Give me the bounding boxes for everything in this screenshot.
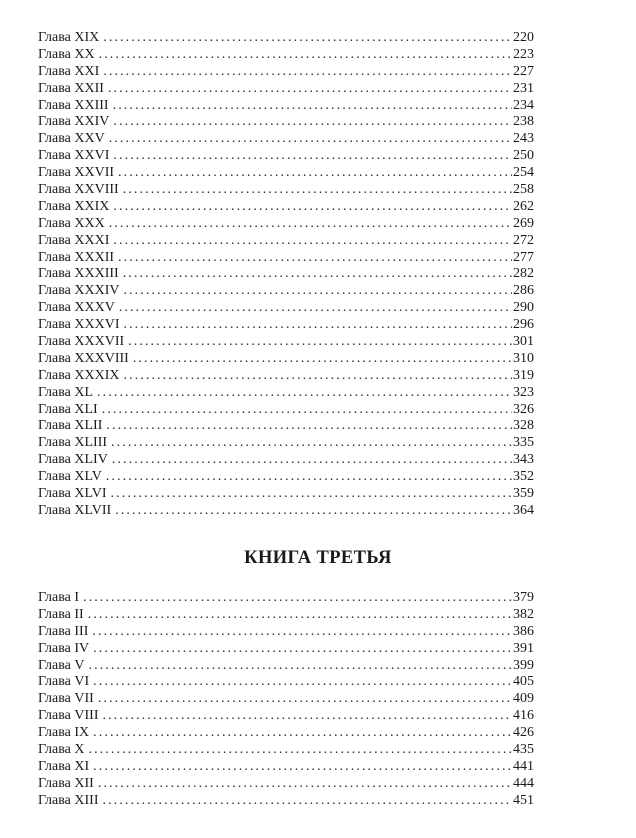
dot-leader [102, 402, 512, 419]
dot-leader [98, 691, 512, 708]
chapter-label: Глава VIII [38, 708, 99, 724]
page-number: 352 [513, 469, 534, 485]
chapter-label: Глава XXXI [38, 232, 110, 248]
dot-leader [89, 658, 513, 675]
dot-leader [113, 148, 512, 165]
page-number: 296 [513, 317, 534, 333]
dot-leader [113, 114, 512, 131]
dot-leader [113, 199, 512, 216]
chapter-label: Глава XL [38, 384, 94, 400]
page-number: 250 [513, 148, 534, 164]
page-number: 258 [513, 182, 534, 198]
chapter-label: Глава III [38, 623, 89, 639]
dot-leader [106, 418, 512, 435]
page-number: 220 [513, 30, 534, 45]
page-number: 364 [513, 502, 534, 518]
dot-leader [89, 742, 513, 759]
chapter-label: Глава XXXV [38, 300, 115, 316]
page-number: 343 [513, 452, 534, 468]
toc-entry[interactable] [38, 368, 534, 385]
toc-section-book-three [38, 590, 534, 810]
page-number: 301 [513, 334, 534, 350]
page-number: 391 [513, 640, 534, 656]
toc-entry[interactable] [38, 114, 534, 131]
toc-entry[interactable] [38, 624, 534, 641]
chapter-label: Глава XXIX [38, 198, 110, 214]
toc-entry[interactable] [38, 607, 534, 624]
toc-entry[interactable] [38, 658, 534, 675]
dot-leader [92, 624, 512, 641]
page-number: 399 [513, 657, 534, 673]
chapter-label: Глава XLVI [38, 486, 107, 502]
toc-entry[interactable] [38, 590, 534, 607]
toc-entry[interactable] [38, 266, 534, 283]
toc-entry[interactable] [38, 233, 534, 250]
chapter-label: Глава V [38, 657, 85, 673]
chapter-label: Глава II [38, 606, 84, 622]
chapter-label: Глава XXV [38, 131, 105, 147]
dot-leader [123, 182, 512, 199]
dot-leader [118, 165, 512, 182]
chapter-label: Глава XXIII [38, 97, 109, 113]
page-number: 335 [513, 435, 534, 451]
chapter-label: Глава XLIII [38, 435, 108, 451]
toc-entry[interactable] [38, 452, 534, 469]
page-number: 386 [513, 623, 534, 639]
dot-leader [133, 351, 512, 368]
toc-entry[interactable] [38, 469, 534, 486]
chapter-label: Глава XLV [38, 469, 102, 485]
page-number: 243 [513, 131, 534, 147]
toc-entry[interactable] [38, 283, 534, 300]
dot-leader [119, 300, 512, 317]
chapter-label: Глава XXII [38, 80, 104, 96]
toc-entry[interactable] [38, 385, 534, 402]
chapter-label: Глава VI [38, 674, 90, 690]
chapter-label: Глава XXXIII [38, 266, 119, 282]
page-number: 379 [513, 590, 534, 605]
dot-leader [98, 776, 512, 793]
page-number: 409 [513, 691, 534, 707]
chapter-label: Глава XIX [38, 30, 100, 45]
dot-leader [123, 283, 512, 300]
toc-entry[interactable] [38, 64, 534, 81]
page-number: 359 [513, 486, 534, 502]
dot-leader [99, 47, 512, 64]
dot-leader [83, 590, 512, 607]
chapter-label: Глава XX [38, 46, 95, 62]
dot-leader [113, 98, 512, 115]
page-number: 435 [513, 742, 534, 758]
toc-entry[interactable] [38, 148, 534, 165]
chapter-label: Глава XXVIII [38, 182, 119, 198]
page-number: 262 [513, 198, 534, 214]
toc-entry[interactable] [38, 250, 534, 267]
dot-leader [118, 250, 512, 267]
dot-leader [112, 452, 512, 469]
chapter-label: Глава XXXVI [38, 317, 120, 333]
chapter-label: Глава XXXVII [38, 334, 125, 350]
toc-entry[interactable] [38, 98, 534, 115]
toc-entry[interactable] [38, 435, 534, 452]
toc-entry[interactable] [38, 486, 534, 503]
chapter-label: Глава XIII [38, 792, 99, 808]
dot-leader [113, 233, 512, 250]
dot-leader [108, 81, 512, 98]
dot-leader [123, 317, 512, 334]
chapter-label: Глава XLI [38, 401, 98, 417]
page-number: 286 [513, 283, 534, 299]
toc-entry[interactable] [38, 742, 534, 759]
toc-entry[interactable] [38, 725, 534, 742]
dot-leader [93, 674, 512, 691]
toc-entry[interactable] [38, 317, 534, 334]
page-number: 405 [513, 674, 534, 690]
toc-entry[interactable] [38, 334, 534, 351]
chapter-label: Глава I [38, 590, 80, 605]
chapter-label: Глава XLIV [38, 452, 108, 468]
page-number: 416 [513, 708, 534, 724]
chapter-label: Глава XXVII [38, 165, 115, 181]
toc-entry[interactable] [38, 182, 534, 199]
page-number: 234 [513, 97, 534, 113]
toc-entry[interactable] [38, 216, 534, 233]
chapter-label: Глава VII [38, 691, 94, 707]
toc-entry[interactable] [38, 503, 534, 520]
chapter-label: Глава XXI [38, 63, 100, 79]
dot-leader [111, 435, 512, 452]
page-number: 272 [513, 232, 534, 248]
chapter-label: Глава XII [38, 775, 94, 791]
dot-leader [88, 607, 512, 624]
dot-leader [109, 131, 512, 148]
page-number: 238 [513, 114, 534, 130]
dot-leader [115, 503, 512, 520]
toc-section-book-two [38, 30, 534, 520]
toc-entry[interactable] [38, 708, 534, 725]
toc-entry[interactable] [38, 402, 534, 419]
chapter-label: Глава XXXIV [38, 283, 120, 299]
chapter-label: Глава XXXVIII [38, 350, 129, 366]
page-number: 444 [513, 775, 534, 791]
page-number: 282 [513, 266, 534, 282]
page-number: 277 [513, 249, 534, 265]
page-number: 310 [513, 350, 534, 366]
toc-entry[interactable] [38, 418, 534, 435]
toc-entry[interactable] [38, 759, 534, 776]
dot-leader [102, 708, 512, 725]
chapter-label: Глава XXVI [38, 148, 110, 164]
page-number: 441 [513, 758, 534, 774]
page-number: 326 [513, 401, 534, 417]
toc-entry[interactable] [38, 674, 534, 691]
dot-leader [93, 725, 512, 742]
toc-entry[interactable] [38, 47, 534, 64]
page-number: 223 [513, 46, 534, 62]
chapter-label: Глава XXXII [38, 249, 115, 265]
page-number: 319 [513, 367, 534, 383]
chapter-label: Глава XXX [38, 215, 105, 231]
toc-entry[interactable] [38, 691, 534, 708]
page-number: 328 [513, 418, 534, 434]
dot-leader [123, 368, 512, 385]
dot-leader [106, 469, 512, 486]
dot-leader [128, 334, 512, 351]
dot-leader [123, 266, 512, 283]
toc-entry[interactable] [38, 165, 534, 182]
chapter-label: Глава IX [38, 725, 90, 741]
chapter-label: Глава XI [38, 758, 90, 774]
chapter-label: Глава XXIV [38, 114, 110, 130]
dot-leader [93, 759, 512, 776]
chapter-label: Глава IV [38, 640, 90, 656]
dot-leader [93, 641, 512, 658]
page-number: 451 [513, 792, 534, 808]
toc-entry[interactable] [38, 351, 534, 368]
toc-entry[interactable] [38, 131, 534, 148]
chapter-label: Глава XXXIX [38, 367, 120, 383]
toc-entry[interactable] [38, 30, 534, 47]
page-number: 426 [513, 725, 534, 741]
dot-leader [103, 30, 512, 47]
page-number: 382 [513, 606, 534, 622]
toc-entry[interactable] [38, 199, 534, 216]
toc-entry[interactable] [38, 300, 534, 317]
page-number: 290 [513, 300, 534, 316]
page-number: 323 [513, 384, 534, 400]
page-number: 269 [513, 215, 534, 231]
page-number: 227 [513, 63, 534, 79]
toc-entry[interactable] [38, 641, 534, 658]
section-heading-book-three: КНИГА ТРЕТЬЯ [244, 548, 392, 568]
dot-leader [103, 64, 512, 81]
chapter-label: Глава X [38, 742, 85, 758]
chapter-label: Глава XLVII [38, 502, 112, 518]
toc-entry[interactable] [38, 81, 534, 98]
toc-entry[interactable] [38, 776, 534, 793]
toc-entry[interactable] [38, 793, 534, 810]
page-number: 254 [513, 165, 534, 181]
chapter-label: Глава XLII [38, 418, 103, 434]
dot-leader [97, 385, 512, 402]
dot-leader [102, 793, 512, 810]
page-number: 231 [513, 80, 534, 96]
dot-leader [111, 486, 512, 503]
dot-leader [109, 216, 512, 233]
